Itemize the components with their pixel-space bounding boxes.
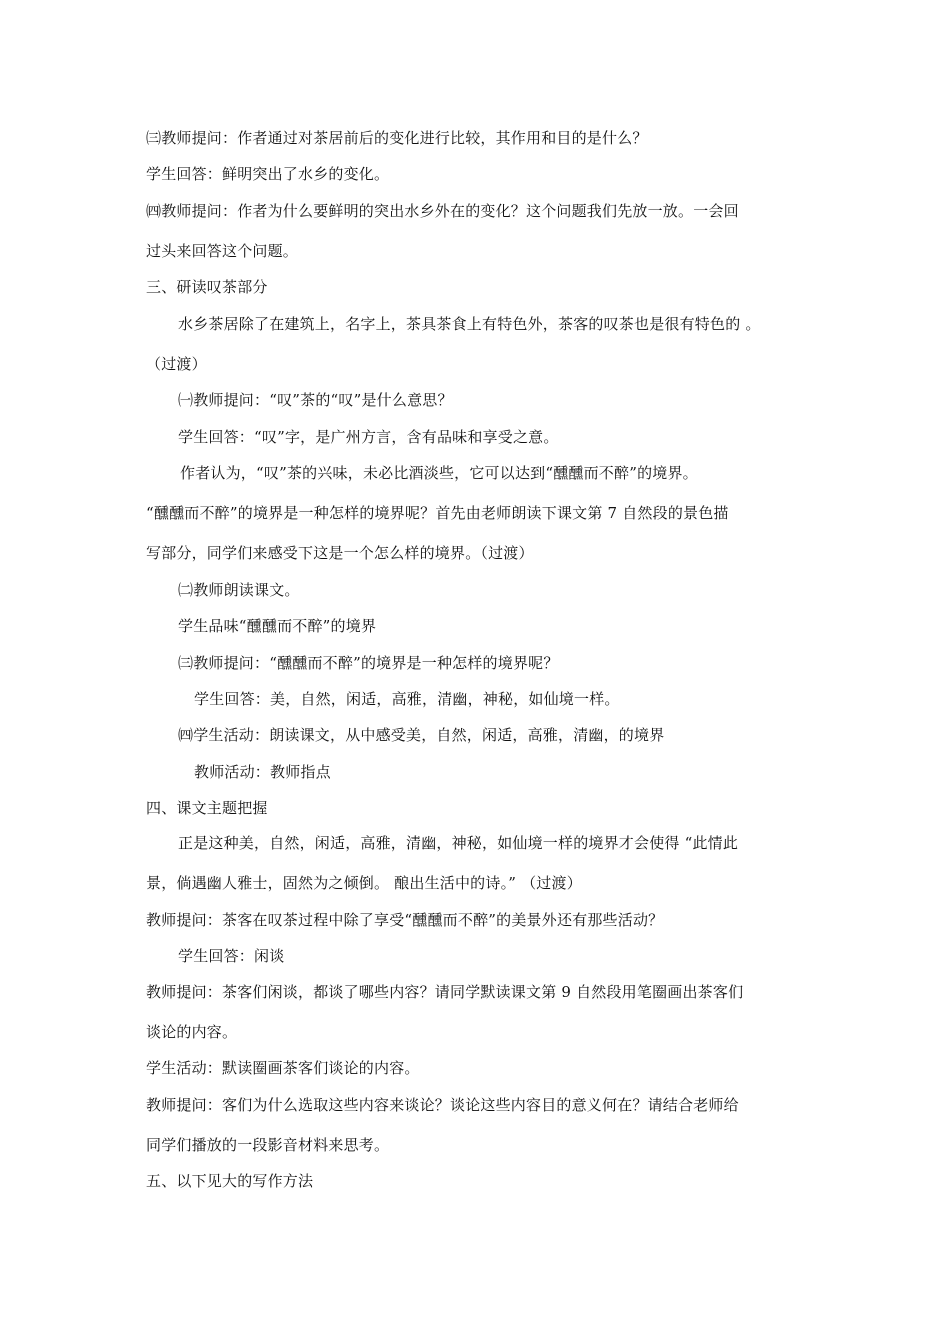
- text-line: 过头来回答这个问题。: [146, 242, 299, 260]
- text-line: 学生活动：默读圈画茶客们谈论的内容。: [146, 1059, 420, 1077]
- text-line: 学生回答：“叹”字，是广州方言，含有品味和享受之意。: [178, 428, 559, 446]
- text-line: 学生品味“醺醺而不醉”的境界: [178, 617, 377, 635]
- text-line: 水乡茶居除了在建筑上，名字上，茶具茶食上有特色外，茶客的叹茶也是很有特色的 。: [178, 315, 761, 333]
- text-line: 教师提问：茶客们闲谈，都谈了哪些内容？请同学默读课文第 9 自然段用笔圈画出茶客们: [146, 983, 744, 1001]
- text-line: 教师活动：教师指点: [194, 763, 331, 781]
- text-line: “醺醺而不醉”的境界是一种怎样的境界呢？首先由老师朗读下课文第 7 自然段的景色描: [146, 504, 729, 522]
- text-line: 正是这种美，自然，闲适，高雅，清幽，神秘，如仙境一样的境界才会使得 “此情此: [178, 834, 739, 852]
- text-line: 谈论的内容。: [146, 1023, 238, 1041]
- section-heading: 五、以下见大的写作方法: [146, 1172, 314, 1190]
- text-line: 同学们播放的一段影音材料来思考。: [146, 1136, 390, 1154]
- text-line: 景，倘遇幽人雅士，固然为之倾倒。 酿出生活中的诗。” （过渡）: [146, 874, 582, 892]
- text-line: ㈢教师提问：“醺醺而不醉”的境界是一种怎样的境界呢？: [178, 654, 559, 672]
- text-line: （过渡）: [146, 355, 207, 373]
- text-line: ㈡教师朗读课文。: [178, 581, 300, 599]
- section-heading: 三、研读叹茶部分: [146, 278, 268, 296]
- section-heading: 四、课文主题把握: [146, 799, 268, 817]
- text-line: 教师提问：茶客在叹茶过程中除了享受“醺醺而不醉”的美景外还有那些活动？: [146, 911, 664, 929]
- text-line: 作者认为，“叹”茶的兴味，未必比酒淡些，它可以达到“醺醺而不醉”的境界。: [180, 464, 698, 482]
- text-line: 学生回答：美，自然，闲适，高雅，清幽，神秘，如仙境一样。: [194, 690, 620, 708]
- text-line: 学生回答：鲜明突出了水乡的变化。: [146, 165, 390, 183]
- text-line: 学生回答：闲谈: [178, 947, 285, 965]
- text-line: 教师提问：客们为什么选取这些内容来谈论？谈论这些内容目的意义何在？请结合老师给: [146, 1096, 739, 1114]
- text-line: ㈢教师提问：作者通过对茶居前后的变化进行比较，其作用和目的是什么？: [146, 129, 648, 147]
- text-line: ㈣教师提问：作者为什么要鲜明的突出水乡外在的变化？这个问题我们先放一放。一会回: [146, 202, 739, 220]
- text-line: 写部分，同学们来感受下这是一个怎么样的境界。（过渡）: [146, 544, 534, 562]
- text-line: ㈠教师提问：“叹”茶的“叹”是什么意思？: [178, 391, 453, 409]
- text-line: ㈣学生活动：朗读课文，从中感受美，自然，闲适，高雅，清幽，的境界: [178, 726, 665, 744]
